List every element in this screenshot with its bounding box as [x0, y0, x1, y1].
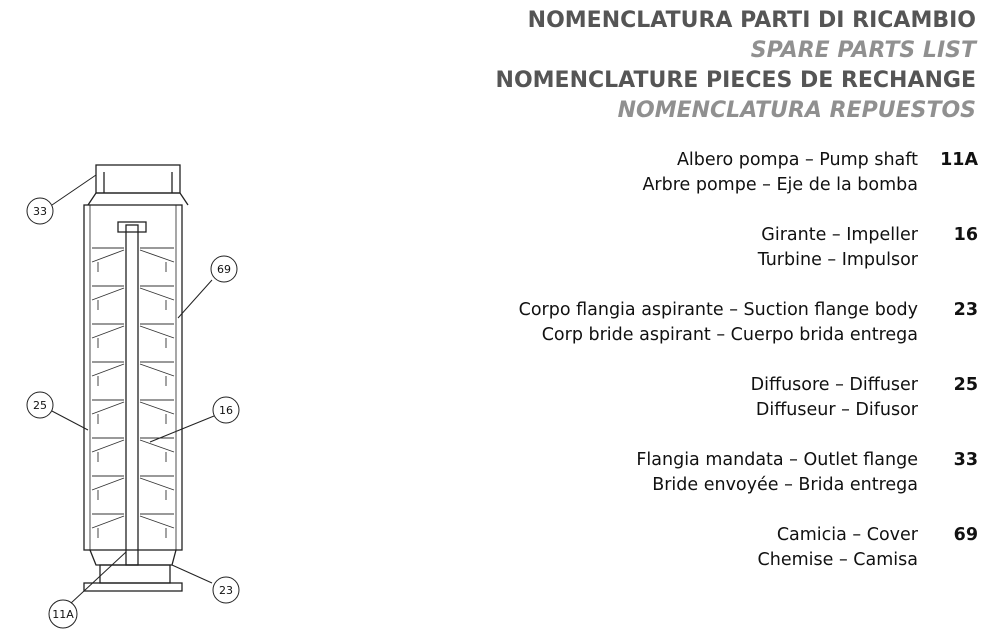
title-english: SPARE PARTS LIST	[750, 38, 976, 63]
part-code: 11A	[940, 150, 978, 170]
part-desc-line2: Arbre pompe – Eje de la bomba	[642, 175, 918, 195]
part-desc-line1: Camicia – Cover	[776, 525, 918, 545]
part-code: 69	[953, 525, 978, 545]
title-spanish: NOMENCLATURA REPUESTOS	[617, 98, 976, 123]
part-description	[636, 448, 918, 498]
part-desc-line2: Diffuseur – Difusor	[755, 400, 918, 420]
part-row-diffuser	[500, 373, 980, 425]
callout-25-label: 25	[33, 399, 47, 412]
outlet-flange-shape	[96, 165, 180, 193]
part-row-cover	[500, 523, 980, 575]
part-row-outlet-flange	[500, 448, 980, 500]
part-desc-line1: Albero pompa – Pump shaft	[676, 150, 918, 170]
part-description	[758, 523, 918, 573]
part-desc-line1: Corpo flangia aspirante – Suction flange body	[518, 300, 918, 320]
part-row-suction-flange	[500, 298, 980, 350]
pump-exploded-drawing	[0, 150, 260, 643]
callout-23-label: 23	[219, 584, 233, 597]
impeller-stages	[92, 248, 174, 538]
part-code: 33	[953, 450, 978, 470]
part-description	[519, 298, 918, 348]
part-code: 16	[953, 225, 978, 245]
part-code: 23	[953, 300, 978, 320]
part-desc-line2: Bride envoyée – Brida entrega	[652, 475, 918, 495]
callout-11a-label: 11A	[52, 608, 74, 621]
title-french: NOMENCLATURE PIECES DE RECHANGE	[495, 68, 976, 93]
shaft-shape	[126, 225, 138, 565]
title-block	[496, 6, 976, 126]
jacket-shape	[84, 205, 182, 550]
part-code: 25	[953, 375, 978, 395]
callout-69-label: 69	[217, 263, 231, 276]
callout-33-label: 33	[33, 205, 47, 218]
suction-body-shape	[100, 565, 170, 583]
part-description	[758, 223, 918, 273]
part-desc-line2: Corp bride aspirant – Cuerpo brida entrega	[541, 325, 918, 345]
part-row-shaft	[500, 148, 980, 200]
part-desc-line2: Chemise – Camisa	[757, 550, 918, 570]
part-desc-line2: Turbine – Impulsor	[757, 250, 918, 270]
part-desc-line1: Flangia mandata – Outlet flange	[636, 450, 918, 470]
title-italian: NOMENCLATURA PARTI DI RICAMBIO	[527, 8, 976, 33]
part-desc-line1: Diffusore – Diffuser	[750, 375, 918, 395]
part-description	[751, 373, 918, 423]
part-row-impeller	[500, 223, 980, 275]
callout-16-label: 16	[219, 404, 233, 417]
part-desc-line1: Girante – Impeller	[761, 225, 918, 245]
part-description	[642, 148, 918, 198]
